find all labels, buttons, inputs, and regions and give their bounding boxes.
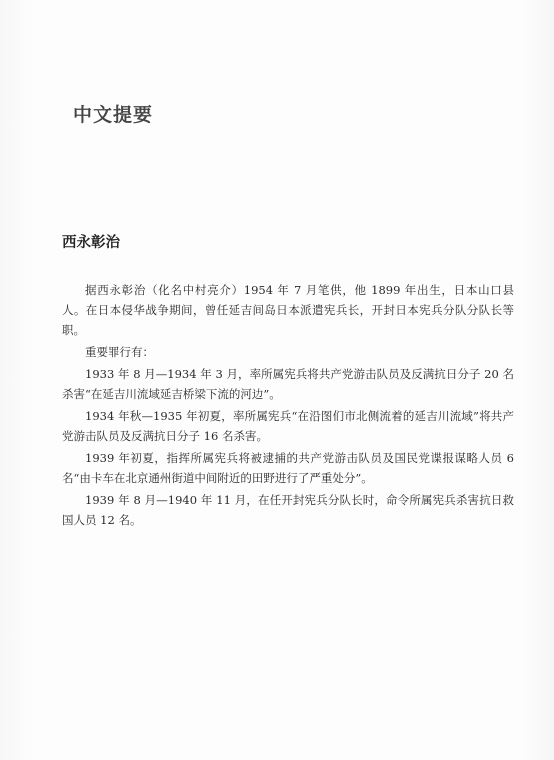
paragraph-crime-1934: 1934 年秋—1935 年初夏，率所属宪兵“在沿图们市北侧流着的延吉川流域”将共产党游击队员及反满抗日分子 16 名杀害。 xyxy=(62,409,514,443)
paragraph-crime-1933: 1933 年 8 月—1934 年 3 月，率所属宪兵将共产党游击队员及反满抗日分子 20 名杀害“在延吉川流域延吉桥梁下流的河边”。 xyxy=(62,367,514,401)
paragraph-crime-1939-1940: 1939 年 8 月—1940 年 11 月，在任开封宪兵分队长时，命令所属宪兵杀害抗日救国人员 12 名。 xyxy=(62,493,514,527)
paragraph-crimes-heading: 重要罪行有： xyxy=(85,345,154,359)
paragraph-crime-1939-summer: 1939 年初夏，指挥所属宪兵将被逮捕的共产党游击队员及国民党谍报谋略人员 6 名“由卡车在北京通州街道中间附近的田野进行了严重处分”。 xyxy=(62,451,514,485)
summary-body xyxy=(62,280,514,532)
section-title: 中文提要 xyxy=(73,104,154,126)
author-name: 西永彰治 xyxy=(62,234,120,251)
paragraph-biography: 据西永彰治（化名中村亮介）1954 年 7 月笔供，他 1899 年出生，日本山口县人。在日本侵华战争期间，曾任延吉间岛日本派遣宪兵长，开封日本宪兵分队分队长等职。 xyxy=(62,283,514,337)
